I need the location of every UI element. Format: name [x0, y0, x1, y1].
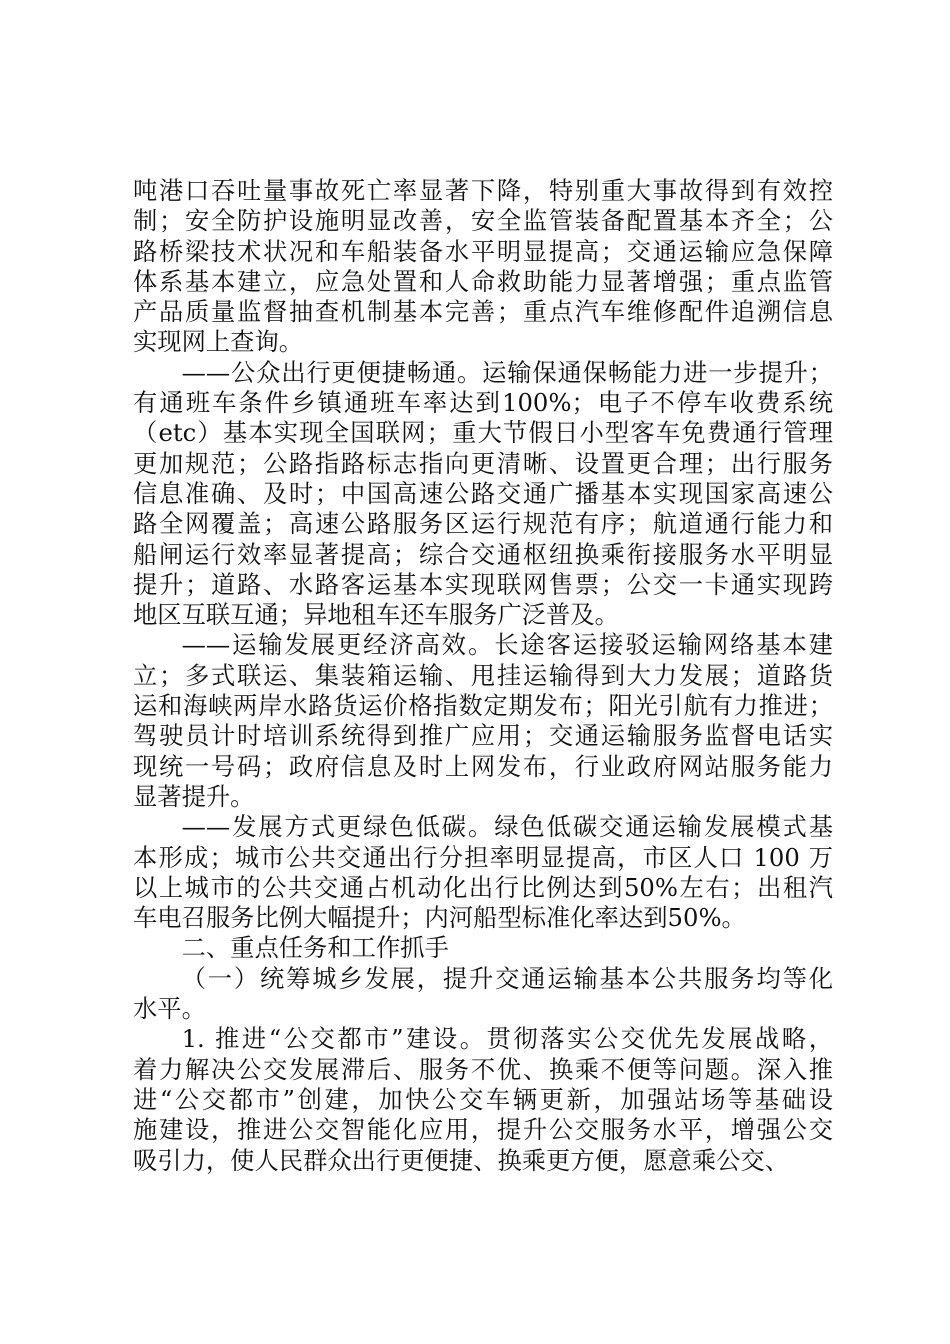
- text-line: 水平。: [133, 994, 206, 1024]
- text-line: 进“公交都市”创建，加快公交车辆更新，加强站场等基础设: [133, 1084, 833, 1114]
- text-line: 实现网上查询。: [133, 327, 304, 357]
- paragraph-p3: [133, 630, 833, 812]
- paragraph-p1: [133, 176, 833, 358]
- paragraph-p2: [133, 358, 833, 631]
- document-body: [133, 176, 833, 1176]
- text-line: 体系基本建立，应急处置和人命救助能力显著增强；重点监管: [133, 266, 833, 296]
- text-line: 驾驶员计时培训系统得到推广应用；交通运输服务监督电话实: [133, 721, 833, 751]
- text-line: 以上城市的公共交通占机动化出行比例达到50%左右；出租汽: [133, 872, 833, 902]
- text-line: 二、重点任务和工作抓手: [181, 933, 449, 963]
- text-line: 路桥梁技术状况和车船装备水平明显提高；交通运输应急保障: [133, 236, 833, 266]
- text-line: 施建设，推进公交智能化应用，提升公交服务水平，增强公交: [133, 1115, 833, 1145]
- paragraph-p5: [133, 933, 833, 963]
- text-line: 产品质量监督抽查机制基本完善；重点汽车维修配件追溯信息: [133, 297, 833, 327]
- text-line: 运和海峡两岸水路货运价格指数定期发布；阳光引航有力推进；: [133, 691, 833, 721]
- text-line: 吨港口吞吐量事故死亡率显著下降，特别重大事故得到有效控: [133, 176, 833, 205]
- text-line: 着力解决公交发展滞后、服务不优、换乘不便等问题。深入推: [133, 1054, 833, 1084]
- text-line: 显著提升。: [133, 781, 255, 811]
- text-line: 本形成；城市公共交通出行分担率明显提高，市区人口 100 万: [133, 842, 833, 872]
- paragraph-p4: [133, 812, 833, 933]
- paragraph-p6: [133, 964, 833, 1025]
- text-line: ——发展方式更绿色低碳。绿色低碳交通运输发展模式基: [181, 812, 833, 842]
- text-line: （一）统筹城乡发展，提升交通运输基本公共服务均等化: [181, 963, 833, 993]
- text-line: 制；安全防护设施明显改善，安全监管装备配置基本齐全；公: [133, 206, 833, 236]
- text-line: 船闸运行效率显著提高；综合交通枢纽换乘衔接服务水平明显: [133, 539, 833, 569]
- text-line: （etc）基本实现全国联网；重大节假日小型客车免费通行管理: [133, 418, 833, 448]
- text-line: 立；多式联运、集装箱运输、甩挂运输得到大力发展；道路货: [133, 660, 833, 690]
- text-line: 车电召服务比例大幅提升；内河船型标准化率达到50%。: [133, 903, 746, 933]
- text-line: 地区互联互通；异地租车还车服务广泛普及。: [133, 600, 619, 630]
- text-line: 现统一号码；政府信息及时上网发布，行业政府网站服务能力: [133, 751, 833, 781]
- text-line: 信息准确、及时；中国高速公路交通广播基本实现国家高速公: [133, 478, 833, 508]
- text-line: ——公众出行更便捷畅通。运输保通保畅能力进一步提升；: [181, 357, 833, 387]
- text-line: 路全网覆盖；高速公路服务区运行规范有序；航道通行能力和: [133, 509, 833, 539]
- text-line: 吸引力，使人民群众出行更便捷、换乘更方便，愿意乘公交、: [133, 1145, 790, 1175]
- text-line: 1. 推进“公交都市”建设。贯彻落实公交优先发展战略，: [181, 1024, 833, 1054]
- paragraph-p7: [133, 1024, 833, 1175]
- text-line: ——运输发展更经济高效。长途客运接驳运输网络基本建: [181, 630, 833, 660]
- text-line: 提升；道路、水路客运基本实现联网售票；公交一卡通实现跨: [133, 569, 833, 599]
- text-line: 有通班车条件乡镇通班车率达到100%；电子不停车收费系统: [133, 388, 833, 418]
- text-line: 更加规范；公路指路标志指向更清晰、设置更合理；出行服务: [133, 448, 833, 478]
